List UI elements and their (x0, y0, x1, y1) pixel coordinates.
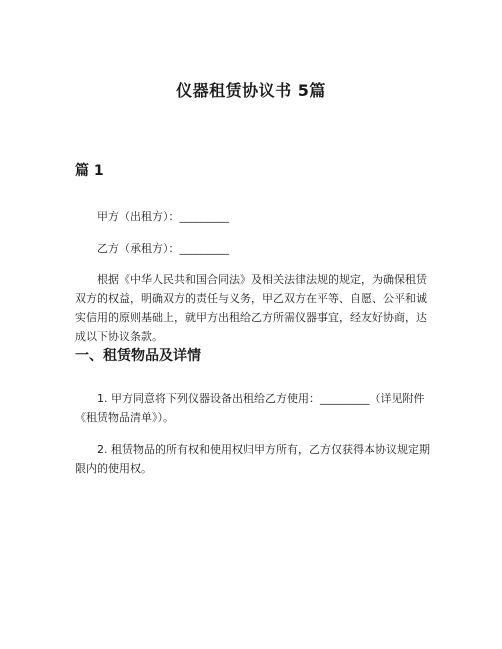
chapter-heading: 篇 1 (75, 163, 104, 179)
clause-2: 2. 租赁物品的所有权和使用权归甲方所有，乙方仅获得本协议规定期限内的使用权。 (75, 443, 430, 475)
document-title: 仪器租赁协议书 5篇 (176, 81, 326, 100)
section-heading-rental-items: 一、租赁物品及详情 (75, 348, 201, 364)
party-b-line: 乙方（承租方）：_________ (97, 242, 229, 255)
preamble-paragraph: 根据《中华人民共和国合同法》及相关法律法规的规定，为确保租赁双方的权益，明确双方的责任与义务，甲乙双方在平等、自愿、公平和诚实信用的原则基础上，就甲方出租给乙方所需仪器事宜，经友好协商，达成以下协议条款。 (75, 273, 427, 343)
clause-1: 1. 甲方同意将下列仪器设备出租给乙方使用：_________（详见附件《租赁物品清单》）。 (75, 392, 425, 424)
party-a-line: 甲方（出租方）：_________ (97, 210, 229, 223)
